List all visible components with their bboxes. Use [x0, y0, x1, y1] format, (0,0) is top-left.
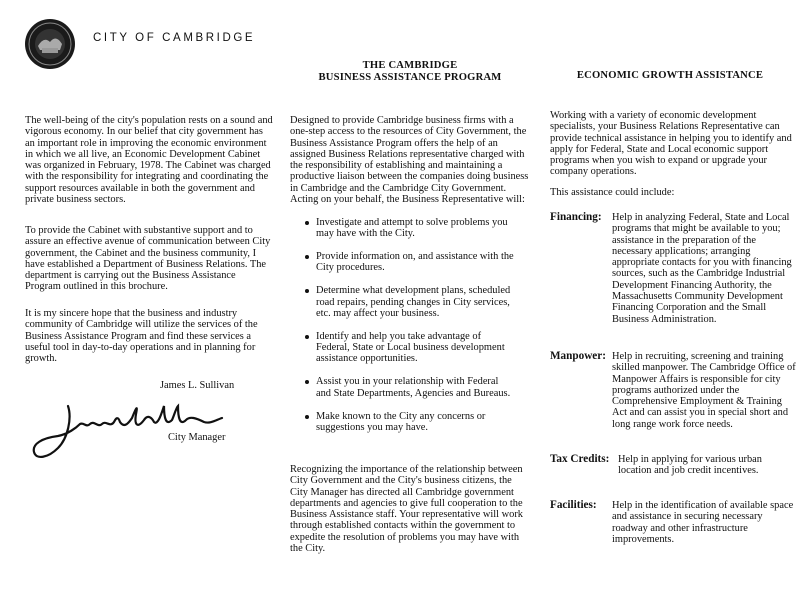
- bullet-icon: [305, 289, 309, 293]
- signer-title: City Manager: [168, 432, 226, 443]
- term-label: Tax Credits:: [550, 453, 610, 465]
- term-label: Facilities:: [550, 499, 597, 511]
- term-description: Help in analyzing Federal, State and Local programs that might be available to you; assistance in the preparation of the necessary applications; arranging appropriate contacts for you with financing sources, such as the Cambridge Industrial Development Financing Authority, the Massachusetts Community Development Financing Corporation and the Small Business Administration.: [612, 212, 792, 325]
- signer-name: James L. Sullivan: [160, 380, 235, 391]
- term-label: Manpower:: [550, 350, 606, 362]
- term-label: Financing:: [550, 211, 602, 223]
- letter-paragraph-3: It is my sincere hope that the business and industry community of Cambridge will utilize the services of the Business Assistance Program and find these services a useful tool in day-to-day operations and in planning for growth.: [25, 308, 258, 365]
- assistance-item-manpower: [550, 351, 800, 430]
- city-seal-icon: [24, 18, 76, 70]
- bullet-icon: [305, 255, 309, 259]
- growth-intro: Working with a variety of economic development specialists, your Business Relations Representative can provide technical assistance in helping you to identify and apply for Federal, State and Local economic support programs when you wish to expand or upgrade your company operations.: [550, 110, 792, 178]
- assistance-item-tax-credits: [550, 454, 800, 477]
- bullet-icon: [305, 415, 309, 419]
- program-heading-line2: BUSINESS ASSISTANCE PROGRAM: [318, 72, 502, 83]
- bullet-icon: [305, 380, 309, 384]
- bullet-item: Identify and help you take advantage of Federal, State or Local business development assistance opportunities.: [305, 331, 515, 365]
- bullet-item: Investigate and attempt to solve problems you may have with the City.: [305, 217, 515, 240]
- bullet-item: Assist you in your relationship with Federal and State Departments, Agencies and Bureaus.: [305, 376, 515, 399]
- bullet-item: Make known to the City any concerns or suggestions you may have.: [305, 411, 515, 434]
- assistance-item-financing: [550, 212, 800, 325]
- letter-paragraph-2: To provide the Cabinet with substantive support and to assure an effective avenue of communication between City government, the Cabinet and the business community, I have established a Department of Business Relations. The department is carrying out the Business Assistance Program outlined in this brochure.: [25, 225, 271, 293]
- bullet-icon: [305, 221, 309, 225]
- term-description: Help in recruiting, screening and training skilled manpower. The Cambridge Office of Manpower Affairs is responsible for city programs authorized under the Comprehensive Employment & Training Act and can assist you in special short and long range work force needs.: [612, 351, 796, 430]
- letter-paragraph-1: The well-being of the city's population rests on a sound and vigorous economy. In our belief that city government has an important role in improving the economic environment in which we all live, an Economic Development Cabinet was organized in February, 1978. The Cabinet was charged with the responsibility for integrating and coordinating the support resources available in both the government and private business sectors.: [25, 115, 273, 206]
- program-bullets: [305, 217, 515, 445]
- term-description: Help in the identification of available space and assistance in securing necessary roadway and other infrastructure improvements.: [612, 500, 794, 545]
- growth-heading: ECONOMIC GROWTH ASSISTANCE: [576, 70, 764, 81]
- bullet-item: Provide information on, and assistance with the City procedures.: [305, 251, 515, 274]
- term-description: Help in applying for various urban location and job credit incentives.: [618, 454, 762, 477]
- page-title: CITY OF CAMBRIDGE: [93, 32, 256, 44]
- program-heading: [290, 60, 530, 84]
- assistance-item-facilities: [550, 500, 800, 545]
- growth-lead: This assistance could include:: [550, 187, 675, 198]
- program-intro: Designed to provide Cambridge business firms with a one-step access to the resources of City Government, the Business Assistance Program offers the help of an assigned Business Relations representative charged with the responsibility of establishing and maintaining a productive liaison between the companies doing business in Cambridge and the Cambridge City Government. Acting on your behalf, the Business Representative will:: [290, 115, 529, 206]
- bullet-icon: [305, 335, 309, 339]
- program-closing: Recognizing the importance of the relationship between City Government and the City's business citizens, the City Manager has directed all Cambridge government departments and agencies to give full cooperation to the Business Assistance staff. Your representative will work through established contacts within the government to expedite the resolution of problems you may have with the City.: [290, 464, 523, 555]
- program-heading-line1: THE CAMBRIDGE: [362, 60, 458, 71]
- bullet-item: Determine what development plans, scheduled road repairs, pending changes in City services, etc. may affect your business.: [305, 285, 515, 319]
